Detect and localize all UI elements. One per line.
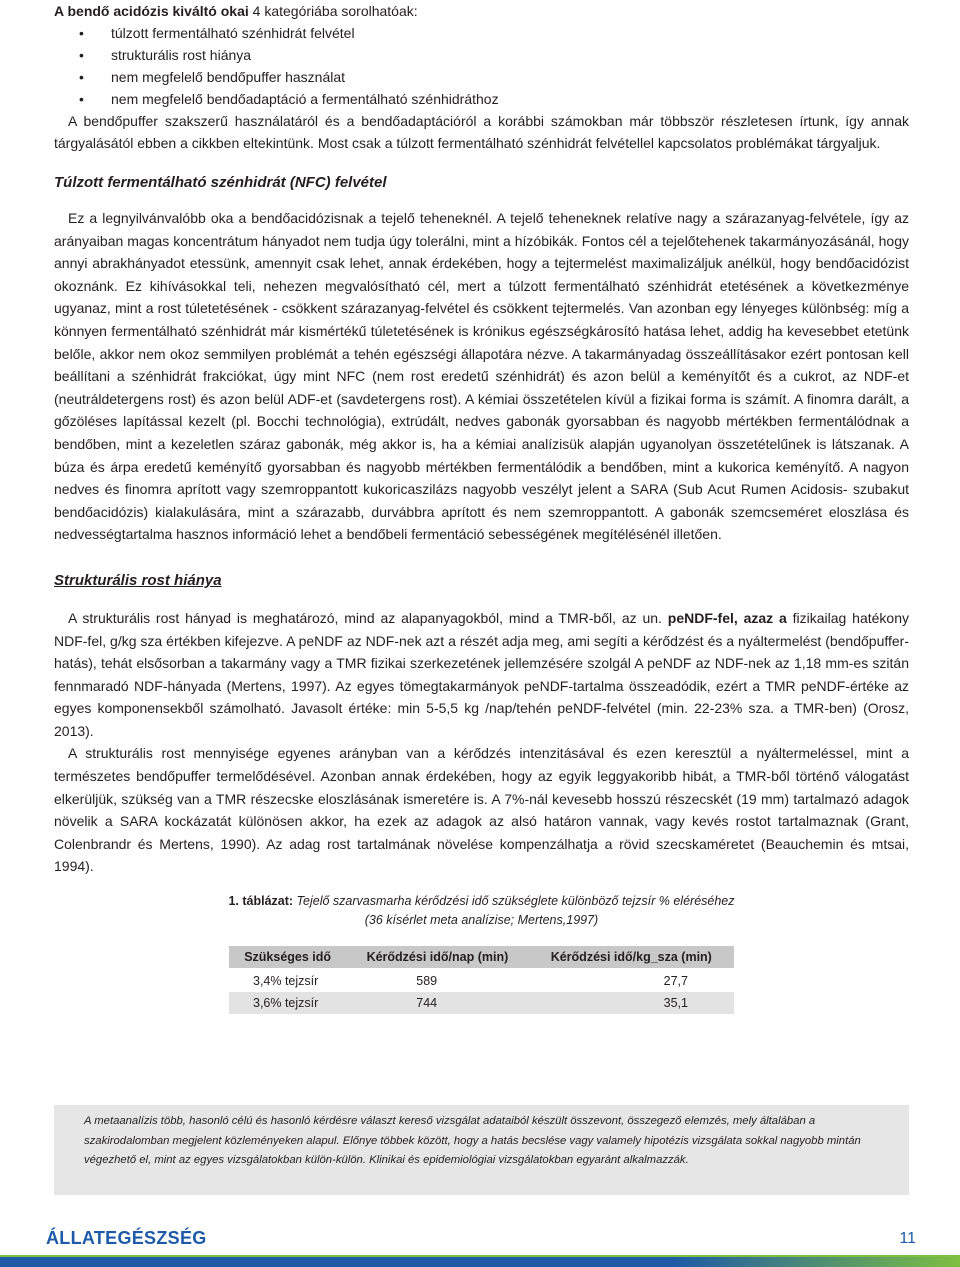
cause-list [54, 22, 909, 110]
table-cell: 744 [346, 992, 528, 1014]
list-item: • strukturális rost hiánya [54, 44, 909, 66]
table-caption: 1. táblázat: Tejelő szarvasmarha kérődzési idő szükséglete különböző tejzsír % eléréséhez (36 kísérlet meta analízise; Mertens,1997) [228, 894, 735, 928]
table-cell: 27,7 [529, 969, 734, 992]
table-cell: 3,4% tejzsír [229, 969, 346, 992]
intro-lead-rest: 4 kategóriába sorolhatóak: [248, 3, 418, 19]
bullet-icon: • [79, 91, 84, 107]
meta-analysis-note-box [54, 1105, 909, 1195]
table-header: Kérődzési idő/kg_sza (min) [529, 946, 734, 969]
intro-lead-bold: A bendő acidózis kiváltó okai [54, 3, 249, 19]
meta-analysis-note: A metaanalízis több, hasonló célú és hasonló kérdésre választ kereső vizsgálat adataiból készült összevont, összegező elemzés, mely általában a szakirodalomban megjelent közleményeken alapul. Előnye többek között, hogy a hatás becslése vagy valamely hipotézis vizsgálata sokkal nagyobb mintán végezhető el, mint az egyes vizsgálatokban külön-külön. Klinikai és epidemiológiai vizsgálatokban egyaránt alkalmazzák. [84, 1115, 861, 1166]
section-body-structural-1: A strukturális rost hányad is meghatározó, mind az alapanyagokból, mind a TMR-ből, az un. peNDF-fel, azaz a fizikailag hatékony NDF-fel, g/kg sza értékben kifejezve. A peNDF az NDF-nek azt a részét adja meg, ami segíti a kérődzést és a nyáltermelést (bendőpuffer-hatás), tehát elsősorban a takarmány vagy a TMR fizikai szerkezetének jellemzésére szolgál A peNDF az NDF-nek az 1,18 mm-es szitán fennmaradó NDF-hányada (Mertens, 1997). Az egyes tömegtakarmányok peNDF-tartalma összeadódik, ezért a TMR peNDF-értéke az egyes komponensekből számolható. Javasolt értéke: min 5-5,5 kg /nap/tehén peNDF-felvétel (min. 22-23% sza. a TMR-ben) (Orosz, 2013). [54, 609, 909, 739]
table-row [229, 992, 734, 1014]
article-page [54, 0, 909, 1014]
table-header: Kérődzési idő/nap (min) [346, 946, 528, 969]
table-row [229, 969, 734, 992]
bullet-icon: • [79, 47, 84, 63]
list-item: • nem megfelelő bendőadaptáció a fermentálható szénhidráthoz [54, 88, 909, 110]
section-body-structural-2: A strukturális rost mennyisége egyenes arányban van a kérődzés intenzitásával és ezen keresztül a nyáltermeléssel, mint a természetes bendőpuffer termelődésével. Azonban annak érdekében, hogy az egyik leggyakoribb hibát, a TMR-ből történő válogatást elkerüljük, szükség van a TMR részecske eloszlásának ismeretére is. A 7%-nál kevesebb hosszú részecskét (19 mm) tartalmazó adagok növelik a SARA kockázatát különösen akkor, ha ezek az adagok az alsó határon vannak, vagy kevés rostot tartalmaznak (Grant, Colenbrandr és Mertens, 1990). Az adag rost tartalmának növelése kompenzálhatja a rövid szecskaméretet (Beauchemin és mtsai, 1994). [54, 745, 909, 875]
table-cell: 35,1 [529, 992, 734, 1014]
section-title-nfc: Túlzott fermentálható szénhidrát (NFC) felvétel [54, 174, 387, 191]
footer-accent-bar [0, 1257, 960, 1267]
table-cell: 3,6% tejzsír [229, 992, 346, 1014]
table-caption-number: 1. táblázat: [228, 894, 294, 909]
bullet-icon: • [79, 69, 84, 85]
section-body-nfc: Ez a legnyilvánvalóbb oka a bendőacidózisnak a tejelő teheneknél. A tejelő teheneknek relatíve nagy a szárazanyag-felvétele, így az arányaiban magas koncentrátum hányadot nem tudja úgy tolerálni, mint a hízóbikák. Fontos cél a tejelőtehenek takarmányozásánál, hogy annyi abrakhányadot etessünk, amennyit csak lehet, annak érdekében, hogy a tejtermelést maximalizáljuk anélkül, hogy bendőacidózist okoznánk. Ez kihívásokkal teli, nehezen megvalósítható cél, mert a túlzott fermentálható szénhidrát etetésének a következménye ugyanaz, mint a rost túletetésének - csökkent szárazanyag-felvétel és csökkent tejtermelés. Van azonban egy lényeges különbség: míg a könnyen fermentálható szénhidrát már kismértékű túletetésének is krónikus egészségkárosító hatása lehet, addig ha kevesebbet etetünk belőle, akkor nem okoz semmilyen problémát a tehén egészségi állapotára nézve. A takarmányadag összeállításakor ezért pontosan kell beállítani a szénhidrát frakciókat, úgy mint NFC (nem rost eredetű szénhidrát) és azon belül a keményítőt és a cukrot, az NDF-et (neutráldetergens rost) és azon belül ADF-et (savdetergens rost). A kémiai összetételen kívül a fizikai forma is számít. A finomra darált, a gőzöléses lapítással kezelt (pl. Bocchi technológia), extrúdált, nedves gabonák gyorsabban és nagyobb mértékben fermentálódnak a bendőben, mint a kezeletlen száraz gabonák, még akkor is, ha a kémiai analízisük alapján ugyanolyan összetételűnek is látszanak. A búza és árpa eredetű keményítő gyorsabban és nagyobb mértékben fermentálódik a bendőben, mint a kukorica keményítő. A nagyon nedves és finomra aprított vagy szemroppantott kukoricaszilázs nagyobb veszélyt jelent a SARA (Sub Acut Rumen Acidosis- szubakut bendőacidózis) kialakulására, mint a szárazabb, durvábbra aprított és nem szemroppantott. A gabonák szemcseméret eloszlása és nedvességtartalma hasznos információ lehet a bendőbeli fermentáció sebességének megítélésénél illetően. [54, 210, 909, 543]
intro-paragraph: A bendőpuffer szakszerű használatáról és a bendőadaptációról a korábbi számokban már többször részletesen írtunk, így annak tárgyalásától ebben a cikkben eltekintünk. Most csak a túlzott fermentálható szénhidrát felvétellel kapcsolatos problémákat tárgyaljuk. [54, 113, 909, 151]
table-header-row [229, 946, 734, 969]
intro-lead [54, 0, 909, 22]
rumination-table [229, 946, 734, 1014]
section-title-structural-fiber: Strukturális rost hiánya [54, 571, 222, 589]
bullet-icon: • [79, 25, 84, 41]
table-header: Szükséges idő [229, 946, 346, 969]
list-item: • túlzott fermentálható szénhidrát felvétel [54, 22, 909, 44]
table-cell: 589 [346, 969, 528, 992]
list-item: • nem megfelelő bendőpuffer használat [54, 66, 909, 88]
footer-section-title: ÁLLATEGÉSZSÉG [46, 1228, 207, 1248]
page-number: 11 [899, 1230, 916, 1247]
